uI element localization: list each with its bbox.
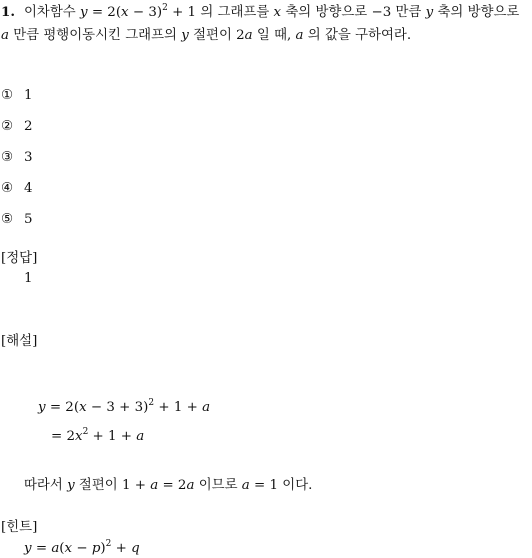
text-run: = 2: [51, 429, 75, 444]
math-variable: x: [75, 429, 83, 444]
text-run: 따라서: [24, 478, 68, 493]
text-run: 이므로: [194, 478, 242, 493]
choice-marker: ⑤: [1, 212, 14, 227]
question-number: 1.: [1, 4, 15, 20]
math-variable: a: [1, 28, 9, 43]
text-run: 절편이 1 +: [74, 478, 151, 493]
text-run: (: [59, 541, 65, 556]
text-run: + 1 의 그래프를: [167, 5, 274, 20]
math-variable: a: [244, 28, 253, 43]
solution-label: [해설]: [1, 334, 38, 349]
hint-label: [힌트]: [1, 520, 38, 535]
math-variable: a: [241, 478, 250, 493]
text-run: + 1 +: [154, 400, 203, 415]
choice-marker: ④: [1, 181, 14, 196]
text-run: 축의 방향으로: [433, 5, 520, 20]
choice-marker: ①: [1, 88, 14, 103]
text-run: 만큼 평행이동시킨 그래프의: [8, 28, 182, 43]
solution-equation-2: [51, 429, 144, 444]
solution-equation-1: [38, 400, 210, 415]
choice-2[interactable]: [1, 111, 33, 142]
exponent: 2: [82, 427, 89, 437]
choice-list: [1, 80, 33, 235]
exponent: 2: [148, 398, 155, 408]
text-run: − 3 + 3): [86, 400, 149, 415]
text-run: =: [31, 541, 52, 556]
math-variable: a: [150, 478, 159, 493]
exponent: 2: [105, 539, 112, 549]
text-run: = 1 이다.: [249, 478, 313, 493]
math-variable: x: [79, 400, 87, 415]
question-text: [1, 1, 531, 47]
math-variable: x: [64, 541, 73, 556]
math-variable: a: [186, 478, 195, 493]
choice-4[interactable]: [1, 173, 33, 204]
choice-value: 5: [24, 212, 33, 227]
choice-3[interactable]: [1, 142, 33, 173]
choice-marker: ②: [1, 119, 14, 134]
math-variable: y: [181, 28, 189, 43]
choice-value: 1: [24, 88, 33, 103]
math-variable: y: [24, 541, 32, 556]
exponent: 2: [162, 3, 168, 13]
question-body: [1, 5, 519, 43]
math-variable: x: [121, 5, 129, 20]
text-run: = 2: [158, 478, 187, 493]
choice-value: 4: [24, 181, 33, 196]
text-run: −: [72, 541, 92, 556]
text-run: 이차함수: [23, 5, 80, 20]
choice-value: 2: [24, 119, 33, 134]
choice-5[interactable]: [1, 204, 33, 235]
math-variable: a: [136, 429, 145, 444]
math-variable: q: [131, 541, 140, 556]
math-variable: y: [79, 5, 88, 20]
text-run: 축의 방향으로 −3 만큼: [281, 5, 426, 20]
text-run: = 2(: [45, 400, 80, 415]
text-run: ): [100, 541, 106, 556]
text-run: +: [111, 541, 132, 556]
answer-label: [정답]: [1, 251, 38, 266]
answer-value: 1: [24, 271, 33, 286]
math-variable: x: [273, 5, 282, 20]
text-run: − 3): [128, 5, 163, 20]
text-run: + 1 +: [88, 429, 137, 444]
text-run: 절편이 2: [188, 28, 245, 43]
math-variable: y: [425, 5, 434, 20]
math-variable: y: [67, 478, 75, 493]
choice-marker: ③: [1, 150, 14, 165]
math-variable: a: [51, 541, 60, 556]
text-run: 의 값을 구하여라.: [303, 28, 412, 43]
math-variable: a: [202, 400, 211, 415]
text-run: 일 때,: [252, 28, 296, 43]
math-variable: a: [295, 28, 304, 43]
math-variable: y: [38, 400, 46, 415]
text-run: = 2(: [87, 5, 122, 20]
hint-formula: [24, 541, 140, 556]
math-variable: p: [91, 541, 101, 556]
solution-conclusion: [24, 474, 312, 493]
choice-1[interactable]: [1, 80, 33, 111]
choice-value: 3: [24, 150, 33, 165]
